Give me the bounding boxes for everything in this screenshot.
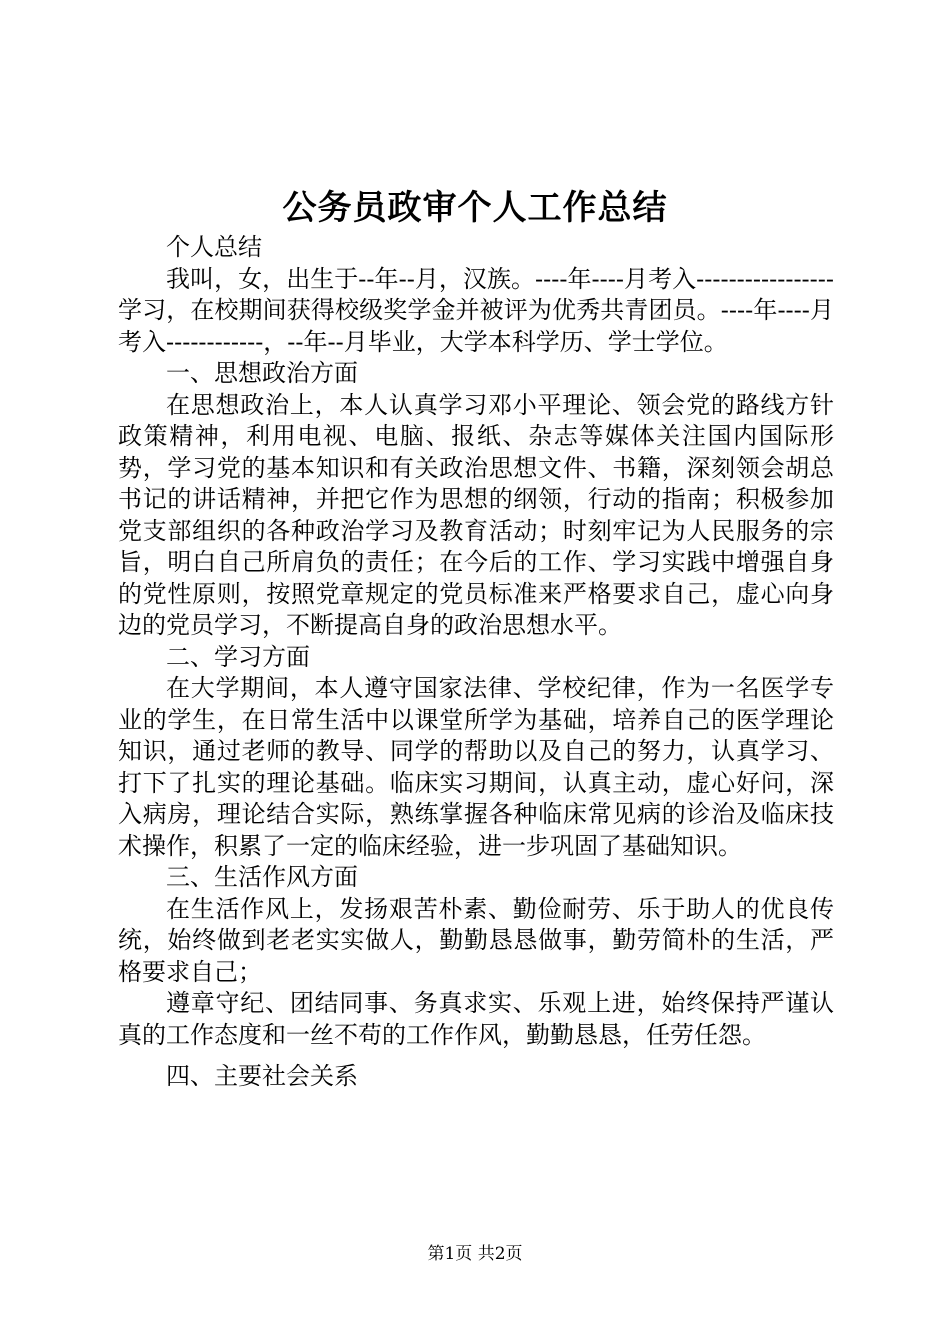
heading-lifestyle: 三、生活作风方面 xyxy=(166,863,358,891)
paragraph-political-thought: 在思想政治上，本人认真学习邓小平理论、领会党的路线方针政策精神，利用电视、电脑、报纸、杂志等媒体关注国内国际形势，学习党的基本知识和有关政治思想文件、书籍，深刻领会胡总书记的讲话精神，并把它作为思想的纲领，行动的指南；积极参加党支部组织的各种政治学习及教育活动；时刻牢记为人民服务的宗旨，明白自己所肩负的责任；在今后的工作、学习实践中增强自身的党性原则，按照党章规定的党员标准来严格要求自己，虚心向身边的党员学习，不断提高自身的政治思想水平。 xyxy=(118,390,834,639)
heading-political-thought: 一、思想政治方面 xyxy=(166,359,358,387)
paragraph-work-attitude: 遵章守纪、团结同事、务真求实、乐观上进，始终保持严谨认真的工作态度和一丝不苟的工作作风，勤勤恳恳，任劳任怨。 xyxy=(118,989,834,1049)
heading-social-relations: 四、主要社会关系 xyxy=(166,1062,358,1090)
heading-study: 二、学习方面 xyxy=(166,642,310,671)
page-footer: 第1页 共2页 xyxy=(427,1244,523,1264)
document-body xyxy=(118,232,834,1093)
paragraph-intro: 我叫，女，出生于--年--月，汉族。----年----月考入-----------------学习，在校期间获得校级奖学金并被评为优秀共青团员。----年----月考入------------，--年--月毕业，大学本科学历、学士学位。 xyxy=(118,264,834,356)
document-title: 公务员政审个人工作总结 xyxy=(282,188,668,228)
section-label-personal-summary: 个人总结 xyxy=(166,233,262,261)
paragraph-lifestyle: 在生活作风上，发扬艰苦朴素、勤俭耐劳、乐于助人的优良传统，始终做到老老实实做人，勤勤恳恳做事，勤劳简朴的生活，严格要求自己； xyxy=(118,894,834,986)
paragraph-study: 在大学期间，本人遵守国家法律、学校纪律，作为一名医学专业的学生，在日常生活中以课堂所学为基础，培养自己的医学理论知识，通过老师的教导、同学的帮助以及自己的努力，认真学习、打下了扎实的理论基础。临床实习期间，认真主动，虚心好问，深入病房，理论结合实际，熟练掌握各种临床常见病的诊治及临床技术操作，积累了一定的临床经验，进一步巩固了基础知识。 xyxy=(118,674,834,860)
